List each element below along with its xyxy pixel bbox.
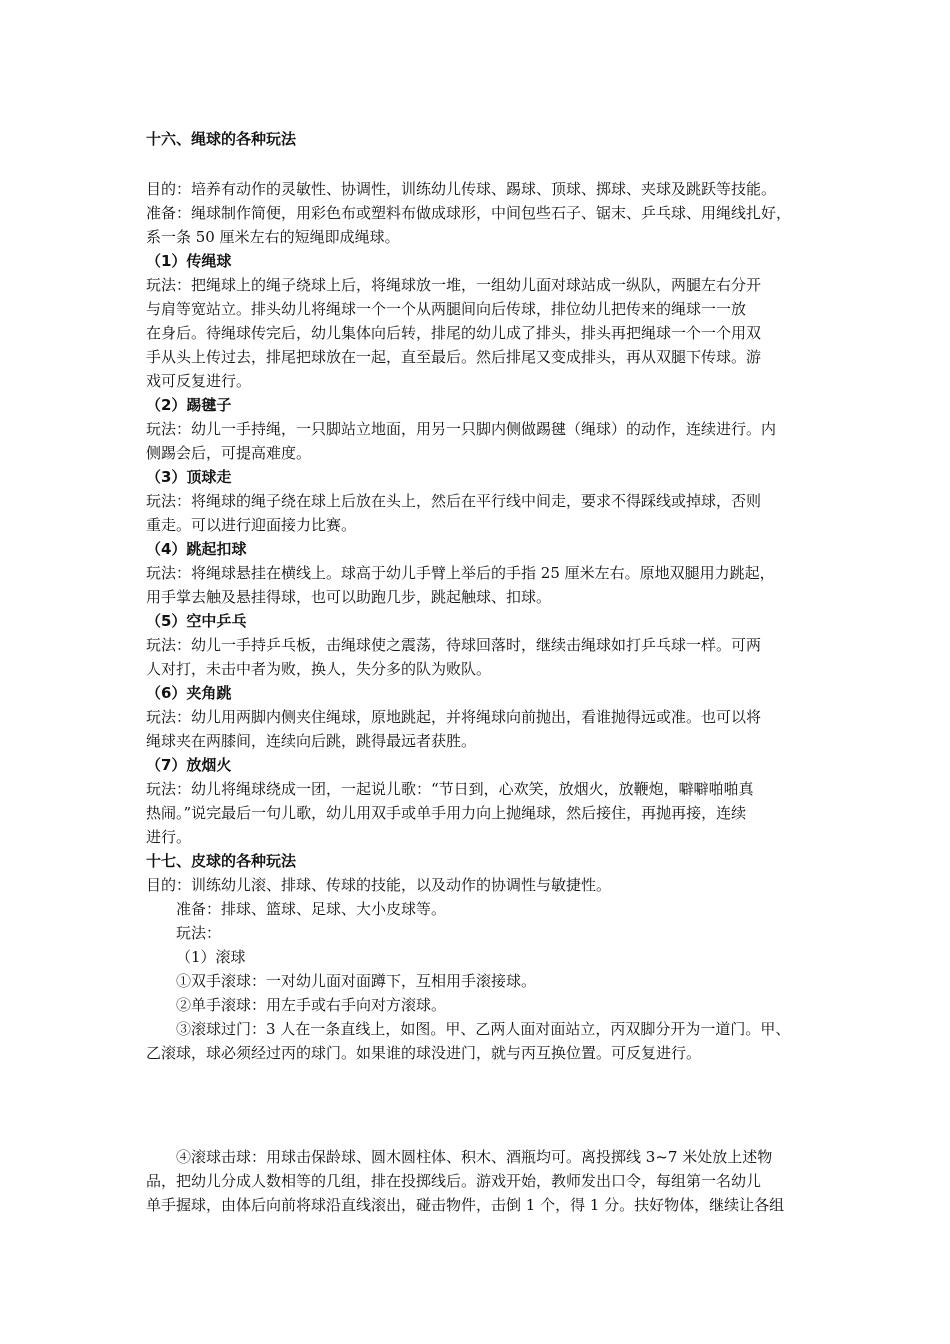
- game-2-title: （2）踢毽子: [146, 396, 232, 414]
- game-5-title: （5）空中乒乓: [146, 612, 247, 630]
- roll-item-4-line-3: 单手握球，由体后向前将球沿直线滚出，碰击物件，击倒 1 个，得 1 分。扶好物体，继续让各组: [146, 1196, 785, 1214]
- game-2-line-2: 侧踢会后，可提高难度。: [146, 444, 312, 462]
- game-6-line-2: 绳球夹在两膝间，连续向后跳，跳得最远者获胜。: [146, 732, 477, 750]
- game-7-title: （7）放烟火: [146, 756, 232, 774]
- game-5-line-1: 玩法：幼儿一手持乒乓板，击绳球使之震荡，待球回落时，继续击绳球如打乒乓球一样。可两: [146, 636, 762, 654]
- game-3-title: （3）顶球走: [146, 468, 232, 486]
- roll-item-4-line-2: 品，把幼儿分成人数相等的几组，排在投掷线后。游戏开始，教师发出口令，每组第一名幼儿: [146, 1172, 762, 1190]
- game-4-title: （4）跳起扣球: [146, 540, 247, 558]
- game-3-line-1: 玩法：将绳球的绳子绕在球上后放在头上，然后在平行线中间走，要求不得踩线或掉球，否则: [146, 492, 762, 510]
- game-1-line-2: 与肩等宽站立。排头幼儿将绳球一个一个从两腿间向后传球，排位幼儿把传来的绳球一一放: [146, 300, 747, 318]
- game-7-line-1: 玩法：幼儿将绳球绕成一团，一起说儿歌：“节日到，心欢笑，放烟火，放鞭炮，噼噼啪啪真: [146, 780, 754, 798]
- section-16-title: 十六、绳球的各种玩法: [146, 130, 297, 148]
- game-4-line-2: 用手掌去触及悬挂得球，也可以助跑几步，跳起触球、扣球。: [146, 588, 552, 606]
- section-17-play-label: 玩法：: [176, 924, 222, 942]
- game-6-line-1: 玩法：幼儿用两脚内侧夹住绳球，原地跳起，并将绳球向前抛出，看谁抛得远或准。也可以将: [146, 708, 762, 726]
- game-1-line-4: 手从头上传过去，排尾把球放在一起，直至最后。然后排尾又变成排头，再从双腿下传球。游: [146, 348, 762, 366]
- section-16-prep-line-1: 准备：绳球制作简便，用彩色布或塑料布做成球形，中间包些石子、锯末、乒乓球、用绳线扎好，: [146, 204, 792, 222]
- game-3-line-2: 重走。可以进行迎面接力比赛。: [146, 516, 357, 534]
- section-17-purpose: 目的：训练幼儿滚、排球、传球的技能，以及动作的协调性与敏捷性。: [146, 876, 612, 894]
- roll-item-4-line-1: ④滚球击球：用球击保龄球、圆木圆柱体、积木、酒瓶均可。离投掷线 3~7 米处放上述物: [176, 1148, 773, 1166]
- section-17-subtitle-roll: （1）滚球: [176, 948, 246, 966]
- section-16-prep-line-2: 系一条 50 厘米左右的短绳即成绳球。: [146, 228, 400, 246]
- roll-item-2: ②单手滚球：用左手或右手向对方滚球。: [176, 996, 447, 1014]
- game-5-line-2: 人对打，未击中者为败，换人，失分多的队为败队。: [146, 660, 492, 678]
- game-7-line-3: 进行。: [146, 828, 192, 846]
- roll-item-3-line-2: 乙滚球，球必须经过丙的球门。如果谁的球没进门，就与丙互换位置。可反复进行。: [146, 1044, 702, 1062]
- roll-item-3-line-1: ③滚球过门：3 人在一条直线上，如图。甲、乙两人面对面站立，丙双脚分开为一道门。甲、: [176, 1020, 791, 1038]
- game-4-line-1: 玩法：将绳球悬挂在横线上。球高于幼儿手臂上举后的手指 25 厘米左右。原地双腿用力跳起，: [146, 564, 775, 582]
- game-1-line-5: 戏可反复进行。: [146, 372, 252, 390]
- game-1-title: （1）传绳球: [146, 252, 232, 270]
- game-6-title: （6）夹角跳: [146, 684, 232, 702]
- section-17-prep: 准备：排球、篮球、足球、大小皮球等。: [176, 900, 447, 918]
- game-1-line-3: 在身后。待绳球传完后，幼儿集体向后转，排尾的幼儿成了排头，排头再把绳球一个一个用双: [146, 324, 762, 342]
- game-7-line-2: 热闹。”说完最后一句儿歌，幼儿用双手或单手用力向上抛绳球，然后接住，再抛再接，连续: [146, 804, 747, 822]
- game-2-line-1: 玩法：幼儿一手持绳，一只脚站立地面，用另一只脚内侧做踢毽（绳球）的动作，连续进行。内: [146, 420, 777, 438]
- roll-item-1: ①双手滚球：一对幼儿面对面蹲下，互相用手滚接球。: [176, 972, 537, 990]
- game-1-line-1: 玩法：把绳球上的绳子绕球上后，将绳球放一堆，一组幼儿面对球站成一纵队，两腿左右分开: [146, 276, 762, 294]
- section-17-title: 十七、皮球的各种玩法: [146, 852, 297, 870]
- section-16-purpose: 目的：培养有动作的灵敏性、协调性，训练幼儿传球、踢球、顶球、掷球、夹球及跳跃等技能。: [146, 180, 777, 198]
